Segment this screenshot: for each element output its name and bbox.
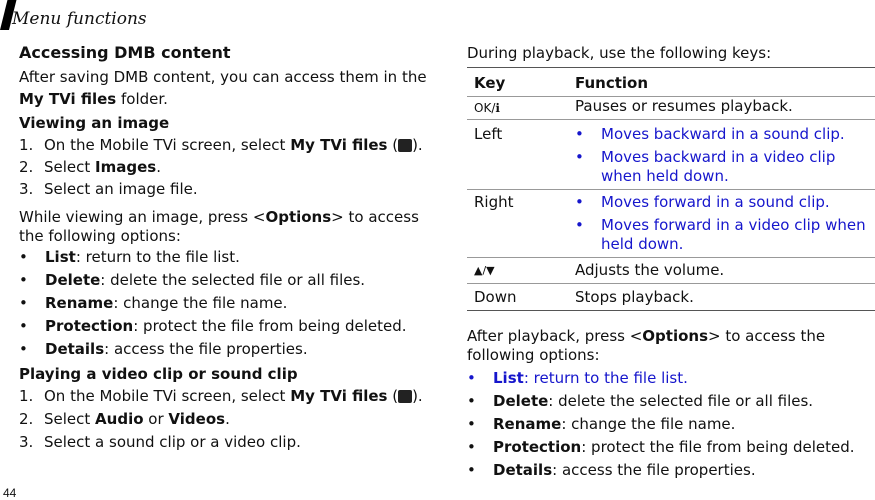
table-top-rule (467, 67, 875, 68)
table-row-rule (467, 189, 875, 190)
function-right-bullet-1: • Moves forward in a sound clip. (575, 193, 830, 211)
playing-step-1: 1. On the Mobile TVi screen, select My TVi files ( ). (19, 387, 423, 405)
key-up-down: ▲/▼ (474, 264, 495, 277)
after-playback-line-1: After playback, press <Options> to access the (467, 327, 826, 345)
after-option-protection: • Protection: protect the file from being deleted. (467, 438, 855, 456)
key-right: Right (474, 193, 514, 211)
my-tvi-files-icon (398, 139, 412, 152)
function-right-bullet-2-cont: held down. (601, 235, 684, 253)
table-row-rule (467, 283, 875, 284)
viewing-step-2: 2. Select Images. (19, 158, 161, 176)
viewing-option-details: • Details: access the file properties. (19, 340, 308, 358)
viewing-step-3: 3. Select an image file. (19, 180, 198, 198)
section-heading-accessing-dmb: Accessing DMB content (19, 43, 231, 62)
intro-line-1: After saving DMB content, you can access them in the (19, 68, 427, 86)
subheading-playing-clip: Playing a video clip or sound clip (19, 365, 298, 383)
keys-intro: During playback, use the following keys: (467, 44, 772, 62)
key-down: Down (474, 288, 517, 306)
playing-step-2: 2. Select Audio or Videos. (19, 410, 230, 428)
folder-name: My TVi files (19, 90, 117, 108)
viewing-option-list: • List: return to the file list. (19, 248, 240, 266)
viewing-options-line-2: the following options: (19, 227, 181, 245)
intro-line-2: My TVi files folder. (19, 90, 168, 108)
key-left: Left (474, 125, 503, 143)
table-row-rule (467, 257, 875, 258)
table-bottom-rule (467, 310, 875, 311)
page-number: 44 (3, 486, 17, 500)
viewing-options-line-1: While viewing an image, press <Options> to access (19, 208, 419, 226)
phone-action-icon: ℹ (495, 101, 500, 115)
page-header-title: Menu functions (12, 9, 147, 29)
viewing-step-1: 1. On the Mobile TVi screen, select My TVi files ( ). (19, 136, 423, 154)
after-option-delete: • Delete: delete the selected file or all files. (467, 392, 814, 410)
subheading-viewing-image: Viewing an image (19, 114, 170, 132)
function-left-bullet-2-cont: when held down. (601, 167, 729, 185)
function-left-bullet-1: • Moves backward in a sound clip. (575, 125, 845, 143)
after-option-list: • List: return to the file list. (467, 369, 688, 387)
function-left-bullet-2: • Moves backward in a video clip (575, 148, 836, 166)
function-right-bullet-2: • Moves forward in a video clip when (575, 216, 866, 234)
table-header-key: Key (474, 74, 506, 92)
key-ok-send: OK/ℹ (474, 101, 500, 115)
table-row-rule (467, 119, 875, 120)
function-adjust-volume: Adjusts the volume. (575, 261, 725, 279)
after-option-rename: • Rename: change the file name. (467, 415, 736, 433)
viewing-option-rename: • Rename: change the file name. (19, 294, 288, 312)
after-playback-line-2: following options: (467, 346, 600, 364)
after-option-details: • Details: access the file properties. (467, 461, 756, 479)
playing-step-3: 3. Select a sound clip or a video clip. (19, 433, 301, 451)
my-tvi-files-icon (398, 390, 412, 403)
table-header-function: Function (575, 74, 649, 92)
function-stop-playback: Stops playback. (575, 288, 694, 306)
viewing-option-delete: • Delete: delete the selected file or all files. (19, 271, 366, 289)
viewing-option-protection: • Protection: protect the file from being deleted. (19, 317, 407, 335)
function-pause-resume: Pauses or resumes playback. (575, 97, 793, 115)
